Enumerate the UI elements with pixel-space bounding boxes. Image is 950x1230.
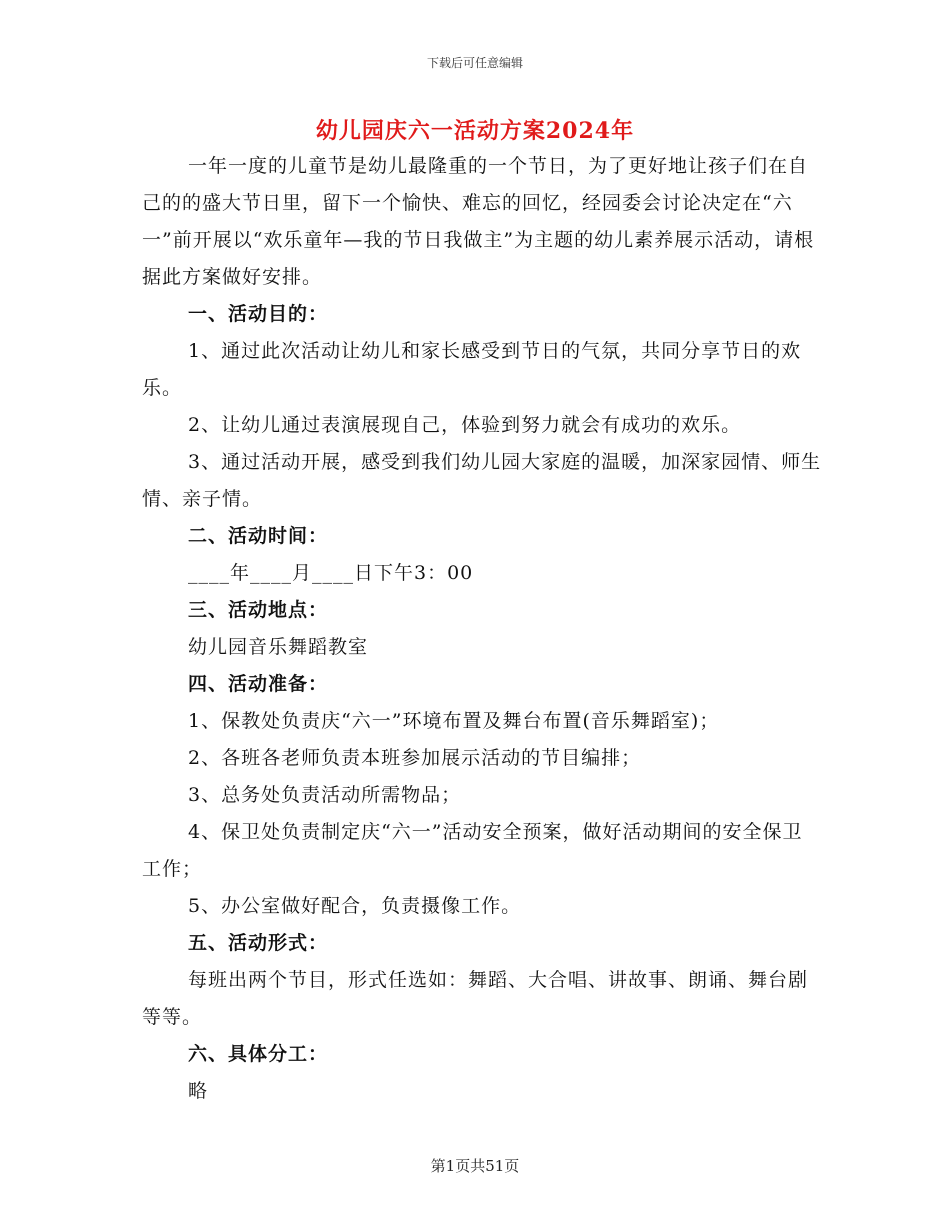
goal-item-2: 2、让幼儿通过表演展现自己，体验到努力就会有成功的欢乐。 [188,414,742,436]
place-text: 幼儿园音乐舞蹈教室 [188,636,369,658]
header-note: 下载后可任意编辑 [426,56,523,70]
time-text: ____年____月____日下午3：00 [188,562,474,584]
prep-item-4: 4、保卫处负责制定庆“六一”活动安全预案，做好活动期间的安全保卫工作； [142,821,803,880]
section-heading-goal: 一、活动目的： [188,303,329,325]
section-heading-form: 五、活动形式： [188,932,329,954]
section-heading-place: 三、活动地点： [188,599,329,621]
section-heading-division: 六、具体分工： [188,1043,329,1065]
prep-item-3: 3、总务处负责活动所需物品； [188,784,462,806]
goal-item-3: 3、通过活动开展，感受到我们幼儿园大家庭的温暖，加深家园情、师生情、亲子情。 [142,451,822,510]
intro-paragraph: 一年一度的儿童节是幼儿最隆重的一个节日，为了更好地让孩子们在自己的的盛大节日里，留下一个愉快、难忘的回忆，经园委会讨论决定在“六一”前开展以“欢乐童年—我的节日我做主”为主题的幼儿素养展示活动，请根据此方案做好安排。 [142,155,815,288]
division-text: 略 [188,1080,209,1102]
goal-item-1: 1、通过此次活动让幼儿和家长感受到节日的气氛，共同分享节日的欢乐。 [142,340,802,399]
section-heading-time: 二、活动时间： [188,525,329,547]
form-text: 每班出两个节目，形式任选如：舞蹈、大合唱、讲故事、朗诵、舞台剧等等。 [142,969,809,1028]
prep-item-1: 1、保教处负责庆“六一”环境布置及舞台布置(音乐舞蹈室)； [188,710,720,732]
section-heading-prep: 四、活动准备： [188,673,329,695]
prep-item-5: 5、办公室做好配合，负责摄像工作。 [188,895,522,917]
document-title: 幼儿园庆六一活动方案2024年 [315,118,635,144]
prep-item-2: 2、各班各老师负责本班参加展示活动的节目编排； [188,747,642,769]
page-footer: 第1页共51页 [430,1157,520,1175]
document-body [142,148,822,1110]
